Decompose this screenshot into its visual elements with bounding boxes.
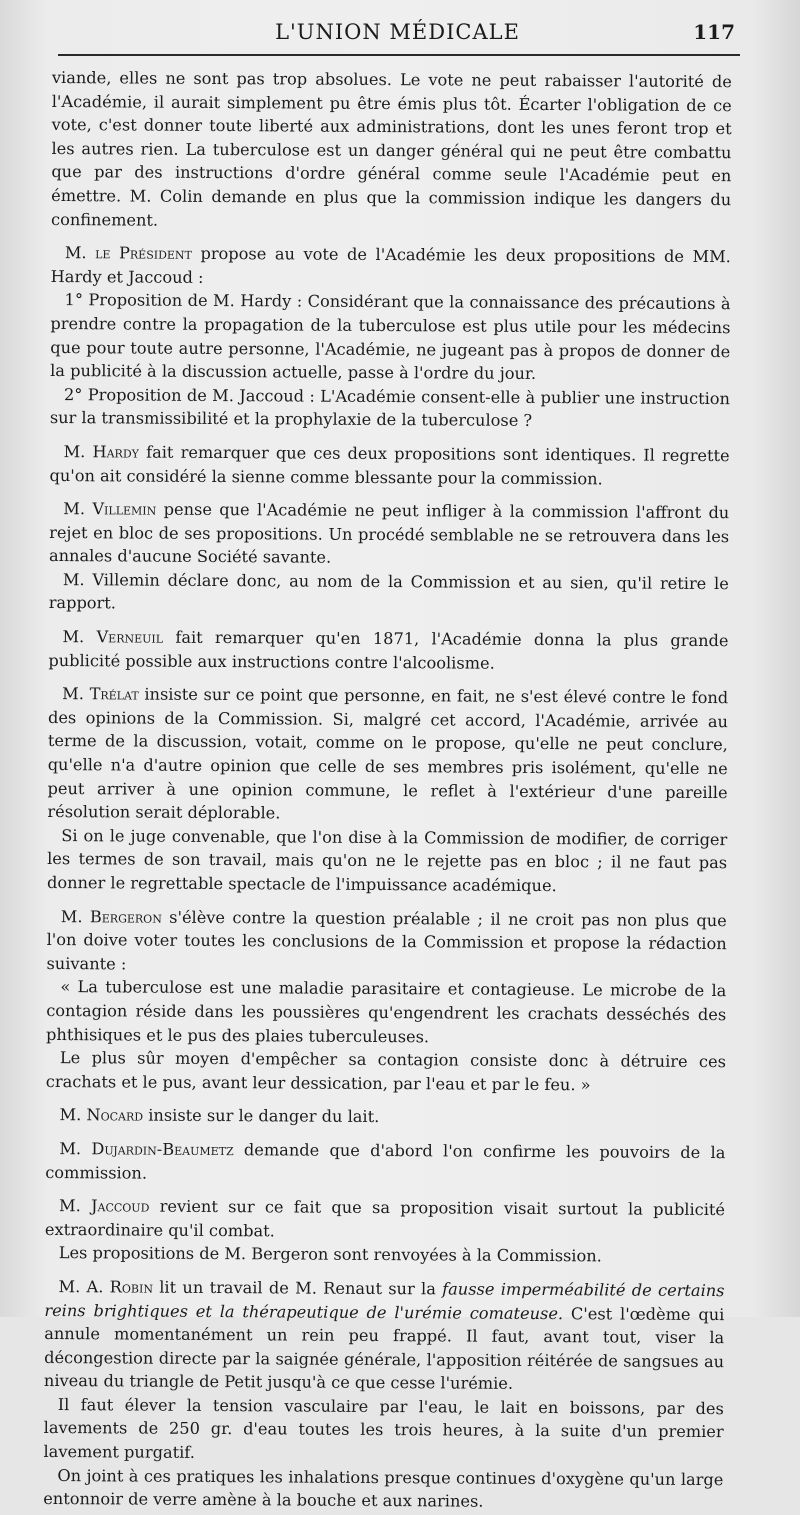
paragraph-text: Il faut élever la tension vasculaire par l'eau, le lait en boissons, par des lavements de 250 gr. d'eau toutes les trois heures, à la suite d'un premier lavement purgatif. xyxy=(43,1394,724,1462)
speaker-name: Robin xyxy=(109,1277,154,1297)
paragraph xyxy=(49,440,729,491)
paragraph xyxy=(51,241,731,292)
paragraph xyxy=(43,1464,723,1515)
speaker-name: Trélat xyxy=(89,684,139,704)
journal-title: L'UNION MÉDICALE xyxy=(275,20,520,44)
paragraph xyxy=(46,905,726,980)
paragraph xyxy=(45,1241,725,1269)
speaker-name: Dujardin-Beaumetz xyxy=(91,1139,234,1160)
paragraph xyxy=(44,1275,725,1397)
paragraph-text: demande que d'abord l'on confirme les pouvoirs de la commission. xyxy=(45,1140,726,1183)
paragraph-text: lit un travail de M. Renaut sur la xyxy=(152,1277,443,1299)
speaker-prefix: M. xyxy=(64,243,96,263)
running-header xyxy=(60,18,735,52)
paragraph-text: insiste sur le danger du lait. xyxy=(143,1105,380,1127)
speaker-name: Verneuil xyxy=(96,627,164,647)
paragraph-text: 1° Proposition de M. Hardy : Considérant que la connaissance des précautions à prendre contre la propagation de la tuberculose est plus utile pour les médecins que pour toute autre personne, l'Académie, ne jugeant pas à propos de donner de la publicité à la discussion actuelle, passe à l'ordre du jour. xyxy=(50,290,731,384)
speaker-name: Jaccoud xyxy=(90,1196,150,1216)
paragraph xyxy=(47,682,728,828)
paragraph-text: viande, elles ne sont pas trop absolues. Le vote ne peut rabaisser l'autorité de l'Académie, il aurait simplement pu être émis plus tôt. Écarter l'obligation de ce vote, c'est donner toute liberté aux administrations, dont les unes feront trop et les autres rien. La tuberculose est un danger général qui ne peut être combattu que par des instructions d'ordre général comme seule l'Académie peut en émettre. M. Colin demande en plus que la commission indique les dangers du confinement. xyxy=(51,67,732,230)
paragraph-text: Le plus sûr moyen d'empêcher sa contagion consiste donc à détruire ces crachats et le pus, avant leur dessication, par l'eau et par le feu. » xyxy=(45,1048,726,1095)
paragraph-text: Les propositions de M. Bergeron sont renvoyées à la Commission. xyxy=(58,1243,602,1266)
paragraph-text: s'élève contre la question préalable ; il ne croit pas non plus que l'on doive voter toutes les conclusions de la Commission et propose la rédaction suivante : xyxy=(46,907,727,974)
paragraph-text: 2° Proposition de M. Jaccoud : L'Académie consent-elle à publier une instruction sur la transmissibilité et la prophylaxie de la tuberculose ? xyxy=(49,384,731,431)
speaker-name: Villemin xyxy=(92,499,157,519)
speaker-prefix: M. xyxy=(60,906,90,926)
page-number: 117 xyxy=(693,20,735,44)
paragraph-text: insiste sur ce point que personne, en fait, ne s'est élevé contre le fond des opinions de la Commission. Si, malgré cet accord, l'Académie, arrivée au terme de la discussion, votait, comme on le propose, qu'elle ne peut conclure, qu'elle n'a d'autre opinion que celle de ses membres pris isolément, qu'elle ne peut arriver à une opinion commune, le reflet à l'extérieur d'une pareille résolution serait déplorable. xyxy=(47,684,729,823)
speaker-name: Bergeron xyxy=(89,906,162,927)
speaker-prefix: M. xyxy=(58,1196,92,1216)
article-title: fausse imperméabilité de certains reins brightiques et la thérapeutique de l'urémie comateuse. xyxy=(44,1279,725,1323)
speaker-prefix: M. xyxy=(59,1105,87,1125)
paragraph-text: On joint à ces pratiques les inhalations presque continues d'oxygène qu'un large entonnoir de verre amène à la bouche et aux narines. xyxy=(43,1465,724,1511)
speaker-prefix: M. xyxy=(62,627,97,647)
paragraph-text: fait remarquer que ces deux propositions sont identiques. Il regrette qu'on ait considéré la sienne comme blessante pour la commission. xyxy=(49,442,730,488)
paragraph xyxy=(49,497,729,572)
speaker-prefix: M. xyxy=(63,441,93,462)
paragraph-text: fait remarquer qu'en 1871, l'Académie donna la plus grande publicité possible aux instructions contre l'alcoolisme. xyxy=(48,627,729,673)
paragraph xyxy=(51,66,732,235)
paragraph-text: C'est l'œdème qui annule momentanément un rein peu frappé. Il faut, avant tout, viser la décongestion directe par la saignée générale, l'apposition réitérée de sangsues au niveau du triangle de Petit jusqu'à ce que cesse l'urémie. xyxy=(43,1303,725,1394)
paragraph xyxy=(50,383,730,434)
paragraph-text: M. Villemin déclare donc, au nom de la Commission et au sien, qu'il retire le rapport. xyxy=(48,569,729,613)
paragraph-text: revient sur ce fait que sa proposition visait surtout la publicité extraordinaire qu'il combat. xyxy=(44,1196,726,1241)
body-text xyxy=(43,66,732,1515)
paragraph xyxy=(46,1103,726,1131)
paragraph-text: pense que l'Académie ne peut infliger à la commission l'affront du rejet en bloc de ses propositions. Un procédé semblable ne se retrouvera dans les annales d'aucune Société savante. xyxy=(48,499,730,567)
speaker-prefix: M. A. xyxy=(58,1276,110,1297)
quoted-paragraph xyxy=(46,1046,726,1097)
speaker-name: Hardy xyxy=(92,442,140,462)
speaker-name: Nocard xyxy=(86,1105,144,1125)
paragraph xyxy=(43,1393,723,1468)
paragraph-text: « La tuberculose est une maladie parasitaire et contagieuse. Le microbe de la contagion réside dans les poussières qu'engendrent les crachats desséchés des phthisiques et le pus des plaies tuberculeuses. xyxy=(46,977,727,1046)
paragraph xyxy=(50,288,731,387)
paragraph-text: Si on le juge convenable, que l'on dise à la Commission de modifier, de corriger les termes de son travail, mais qu'on ne le rejette pas en bloc ; il ne faut pas donner le regrettable spectacle de l'impuissance académique. xyxy=(46,825,728,896)
speaker-name: le Président xyxy=(95,243,192,264)
quoted-paragraph xyxy=(46,975,726,1050)
header-rule xyxy=(58,54,740,56)
speaker-prefix: M. xyxy=(59,1139,92,1159)
paragraph xyxy=(45,1194,725,1245)
paragraph-text: propose au vote de l'Académie les deux propositions de MM. Hardy et Jaccoud : xyxy=(50,244,731,287)
speaker-prefix: M. xyxy=(63,499,93,519)
paragraph xyxy=(49,568,729,619)
paragraph xyxy=(48,625,728,676)
paragraph xyxy=(45,1137,725,1188)
paragraph xyxy=(47,824,727,899)
speaker-prefix: M. xyxy=(62,684,90,704)
